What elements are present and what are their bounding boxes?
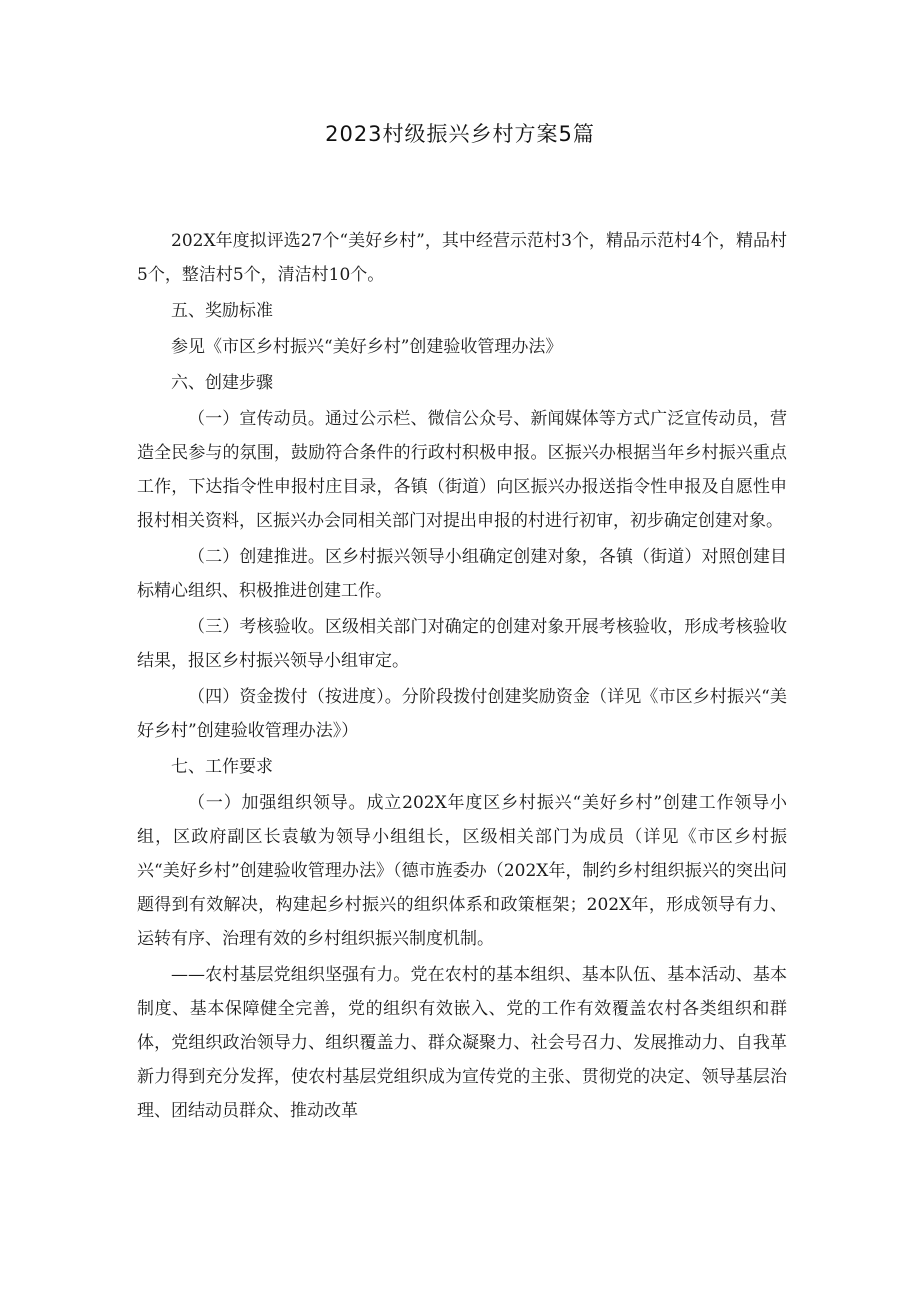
heading-reward-standard: 五、奖励标准 — [171, 301, 273, 321]
heading-creation-steps: 六、创建步骤 — [171, 373, 273, 393]
paragraph-organization-leadership: （一）加强组织领导。成立202X年度区乡村振兴“美好乡村”创建工作领导小组，区政府副区长袁敏为领导小组组长，区级相关部门为成员（详见《市区乡村振兴“美好乡村”创建验收管理办法》（德市旌委办（202X年，制约乡村组织振兴的突出问题得到有效解决，构建起乡村振兴的组织体系和政策框架；202X年，形成领导有力、运转有序、治理有效的乡村组织振兴制度机制。 — [137, 793, 787, 949]
paragraph-step-publicity: （一）宣传动员。通过公示栏、微信公众号、新闻媒体等方式广泛宣传动员，营造全民参与的氛围，鼓励符合条件的行政村积极申报。区振兴办根据当年乡村振兴重点工作，下达指令性申报村庄目录，各镇（街道）向区振兴办报送指令性申报及自愿性申报村相关资料，区振兴办会同相关部门对提出申报的村进行初审，初步确定创建对象。 — [137, 409, 787, 531]
paragraph-party-organization: ——农村基层党组织坚强有力。党在农村的基本组织、基本队伍、基本活动、基本制度、基本保障健全完善，党的组织有效嵌入、党的工作有效覆盖农村各类组织和群体，党组织政治领导力、组织覆盖力、群众凝聚力、社会号召力、发展推动力、自我革新力得到充分发挥，使农村基层党组织成为宣传党的主张、贯彻党的决定、领导基层治理、团结动员群众、推动改革 — [137, 965, 787, 1121]
paragraph-reference-measures: 参见《市区乡村振兴“美好乡村”创建验收管理办法》 — [171, 337, 563, 357]
paragraph-selection-quota: 202X年度拟评选27个“美好乡村”，其中经营示范村3个，精品示范村4个，精品村5个，整洁村5个，清洁村10个。 — [137, 231, 787, 285]
document-title: 2023村级振兴乡村方案5篇 — [325, 122, 595, 146]
paragraph-step-assessment: （三）考核验收。区级相关部门对确定的创建对象开展考核验收，形成考核验收结果，报区乡村振兴领导小组审定。 — [137, 617, 787, 671]
paragraph-step-funding: （四）资金拨付（按进度）。分阶段拨付创建奖励资金（详见《市区乡村振兴“美好乡村”创建验收管理办法》） — [137, 687, 787, 741]
document-body — [137, 224, 787, 1128]
paragraph-step-promotion: （二）创建推进。区乡村振兴领导小组确定创建对象，各镇（街道）对照创建目标精心组织、积极推进创建工作。 — [137, 547, 787, 601]
heading-work-requirements: 七、工作要求 — [171, 757, 273, 777]
